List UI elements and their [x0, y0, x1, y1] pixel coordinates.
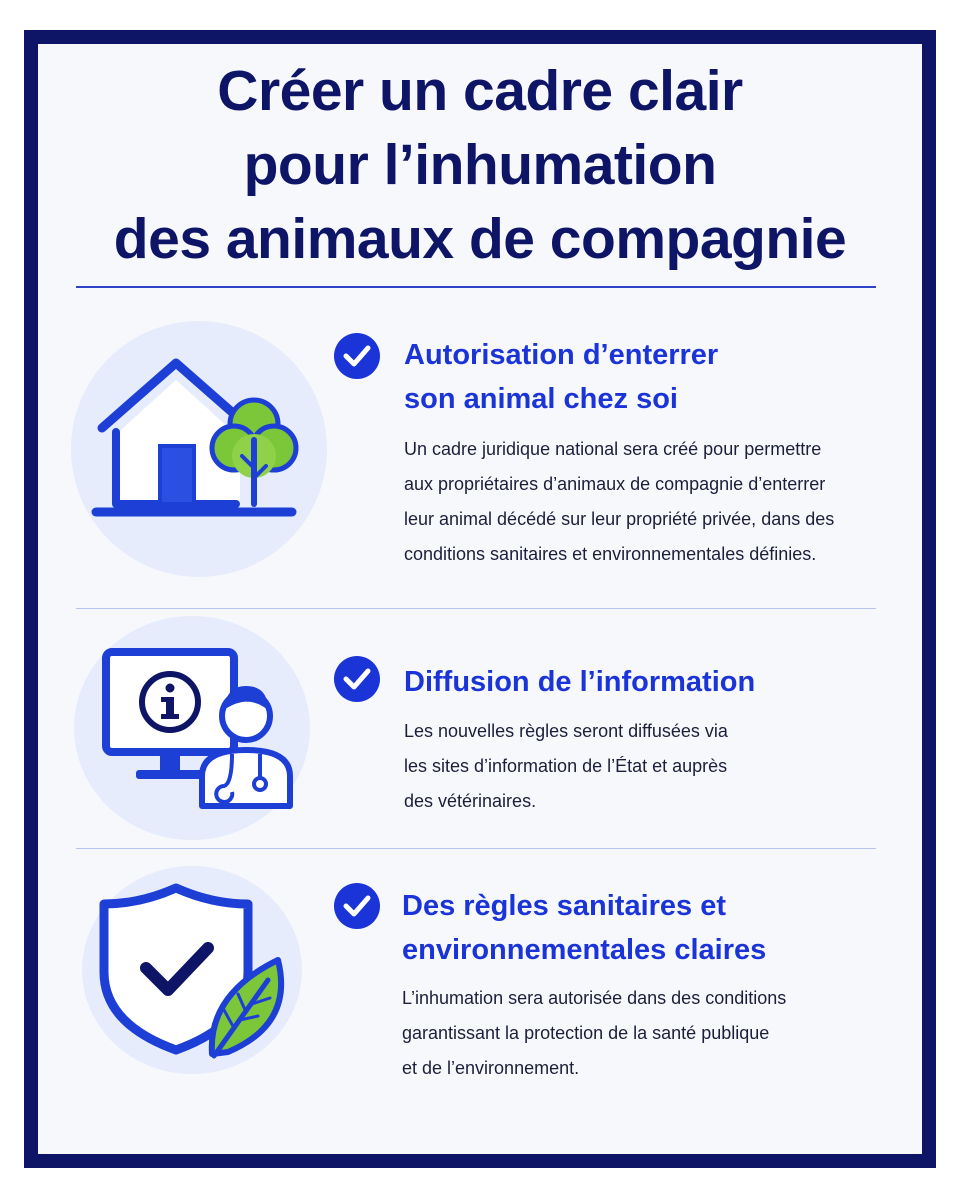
title-line-1: Créer un cadre clair: [217, 59, 743, 123]
shield-check-leaf-icon: [82, 864, 312, 1074]
body-line: Les nouvelles règles seront diffusées via: [404, 721, 728, 741]
title-line-2: pour l’inhumation: [243, 133, 717, 197]
page-title: [0, 54, 960, 276]
body-line: aux propriétaires d’animaux de compagnie d’enterrer: [404, 474, 826, 494]
section-title-line: Diffusion de l’information: [404, 666, 756, 698]
section-body-sanitary-rules: [402, 981, 786, 1086]
body-line: et de l’environnement.: [402, 1058, 580, 1078]
body-line: conditions sanitaires et environnementales définies.: [404, 544, 817, 564]
section-body-home-burial: [404, 432, 834, 572]
section-title-line: Autorisation d’enterrer: [404, 339, 719, 371]
section-title-sanitary-rules: [402, 884, 766, 972]
section-title-information: [404, 660, 755, 704]
body-line: leur animal décédé sur leur propriété privée, dans des: [404, 509, 835, 529]
check-circle-icon: [334, 333, 380, 379]
body-line: Un cadre juridique national sera créé pour permettre: [404, 439, 822, 459]
section-title-line: Des règles sanitaires et: [402, 890, 727, 922]
section-body-information: [404, 714, 728, 819]
check-circle-icon: [334, 656, 380, 702]
title-line-3: des animaux de compagnie: [113, 207, 847, 271]
monitor-info-veterinarian-icon: [74, 614, 314, 844]
body-line: L’inhumation sera autorisée dans des conditions: [402, 988, 787, 1008]
title-divider: [76, 286, 876, 288]
house-with-tree-icon: [68, 318, 330, 580]
section-divider: [76, 608, 876, 609]
body-line: garantissant la protection de la santé publique: [402, 1023, 770, 1043]
section-title-home-burial: [404, 333, 718, 421]
body-line: les sites d’information de l’État et auprès: [404, 756, 728, 776]
body-line: des vétérinaires.: [404, 791, 537, 811]
section-title-line: environnementales claires: [402, 934, 767, 966]
check-circle-icon: [334, 883, 380, 929]
section-divider: [76, 848, 876, 849]
section-title-line: son animal chez soi: [404, 383, 678, 415]
